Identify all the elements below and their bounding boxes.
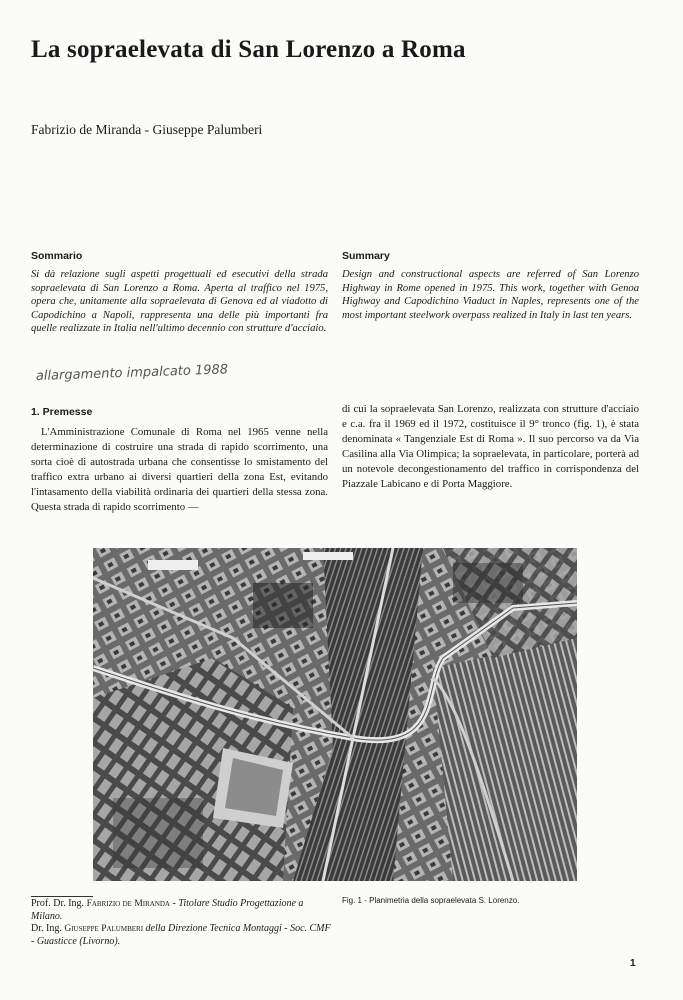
- handwritten-note-text: allargamento impalcato 1988: [35, 362, 229, 384]
- sommario-heading: Sommario: [31, 250, 83, 262]
- figure-caption: Fig. 1 - Planimetria della sopraelevata S. Lorenzo.: [342, 896, 520, 905]
- section-heading-premesse: 1. Premesse: [31, 406, 93, 418]
- footnote-author-1-role: - Titolare Studio Progettazione a Milano.: [31, 898, 304, 922]
- summary-heading: Summary: [342, 250, 390, 262]
- article-title: La sopraelevata di San Lorenzo a Roma: [31, 36, 466, 63]
- footnote-author-1-name: Fabrizio de Miranda: [86, 899, 170, 909]
- premesse-continuation: [342, 402, 639, 492]
- article-authors: Fabrizio de Miranda - Giuseppe Palumberi: [31, 122, 263, 137]
- footnote-author-2-name: Giuseppe Palumberi: [64, 924, 144, 934]
- handwritten-note: [34, 360, 314, 390]
- premesse-paragraph: L'Amministrazione Comunale di Roma nel 1965 venne nella determinazione di costruire una strada di rapido scorrimento, una sorta cioè di autostrada urbana che consentisse lo smistamento del traffico extra urbano ai diversi quartieri della zona Est, evitando l'intasamento della viabilità ordinaria dei quartieri della stessa zona. Questa strada di rapido scorrimento —: [31, 426, 328, 513]
- premesse-text: [31, 425, 328, 515]
- footnote-author-1: [31, 898, 331, 923]
- footnote-author-2-role: della Direzione Tecnica Montaggi - Soc. CMF - Guasticce (Livorno).: [31, 923, 331, 947]
- footnote-rule: [31, 896, 93, 897]
- footnotes: [31, 898, 331, 948]
- premesse-continuation-paragraph: di cui la sopraelevata San Lorenzo, realizzata con strutture d'acciaio e c.a. fra il 1969 ed il 1972, costituisce il 9° tronco (fig. 1), è stata denominata « Tangenziale Est di Roma ». Il suo percorso va da Via Casilina alla Via Olimpica; la sopraelevata, in particolare, porterà ad un notevole decongestionamento del traffico in corrispondenza del Piazzale Labicano e di Porta Maggiore.: [342, 403, 639, 490]
- footnote-author-2: [31, 923, 331, 948]
- footnote-author-1-prefix: Prof. Dr. Ing.: [31, 898, 85, 909]
- summary-text: Design and constructional aspects are referred of San Lorenzo Highway in Rome opened in 1975. This work, together with Genoa Highway and Capodichino Viaduct in Naples, represents one of the most important steelwork overpass realized in Italy in last ten years.: [342, 269, 639, 321]
- footnote-author-2-prefix: Dr. Ing.: [31, 923, 62, 934]
- page-number: 1: [630, 958, 636, 969]
- aerial-photo: [93, 548, 577, 881]
- sommario-text: Si dà relazione sugli aspetti progettuali ed esecutivi della strada sopraelevata di San Lorenzo a Roma. Aperta al traffico nel 1975, opera che, unitamente alla sopraelevata di Genova ed al viadotto di Capodichino a Napoli, rappresenta una delle più importanti fra quelle realizzate in Italia nell'ultimo decennio con strutture d'acciaio.: [31, 269, 328, 335]
